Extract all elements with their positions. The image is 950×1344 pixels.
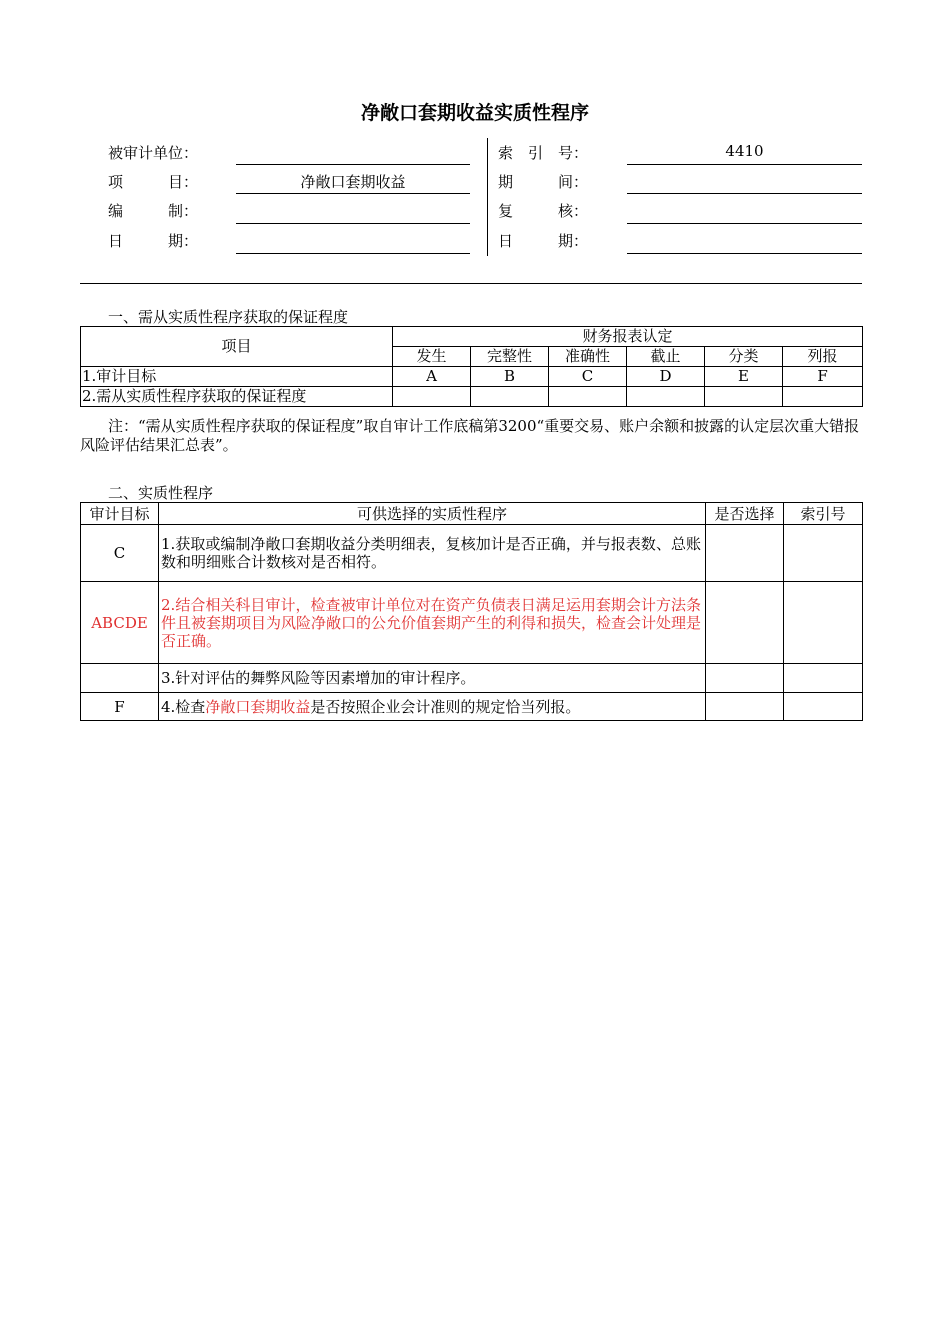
target-cell	[81, 664, 159, 693]
table-row	[81, 664, 863, 693]
section2-title: 二、实质性程序	[108, 484, 214, 502]
assurance-cell[interactable]	[705, 387, 783, 407]
row-label-audit-objective: 1.审计目标	[81, 367, 393, 387]
procedure-cell: 2.结合相关科目审计，检查被审计单位对在资产负债表日满足运用套期会计方法条件且被套期项目为风险净敞口的公允价值套期产生的利得和损失，检查会计处理是否正确。	[159, 582, 706, 664]
col-header-audit-target: 审计目标	[81, 503, 159, 525]
table-row	[81, 693, 863, 721]
label-date-right: 日 期：	[498, 232, 589, 250]
col-header-item: 项目	[81, 327, 393, 367]
table-row	[81, 525, 863, 582]
field-line-date-right	[627, 253, 862, 254]
label-reviewed-by: 复 核：	[498, 202, 589, 220]
assurance-cell[interactable]	[627, 387, 705, 407]
procedure-cell: 1.获取或编制净敞口套期收益分类明细表，复核加计是否正确，并与报表数、总账数和明细账合计数核对是否相符。	[159, 525, 706, 582]
assertion-completeness: 完整性	[471, 347, 549, 367]
page-title: 净敞口套期收益实质性程序	[360, 102, 589, 124]
field-line-period	[627, 193, 862, 194]
label-period: 期 间：	[498, 173, 589, 191]
field-line-item	[236, 193, 470, 194]
col-header-index: 索引号	[784, 503, 863, 525]
row-label-assurance-level: 2.需从实质性程序获取的保证程度	[81, 387, 393, 407]
assertion-presentation: 列报	[783, 347, 863, 367]
objective-cell: F	[783, 367, 863, 387]
value-item[interactable]: 净敞口套期收益	[300, 173, 406, 191]
objective-cell: A	[393, 367, 471, 387]
col-header-selected: 是否选择	[706, 503, 784, 525]
index-cell[interactable]	[784, 693, 863, 721]
field-line-index-no	[627, 164, 862, 165]
field-line-reviewed-by	[627, 223, 862, 224]
objective-cell: D	[627, 367, 705, 387]
assurance-cell[interactable]	[393, 387, 471, 407]
index-cell[interactable]	[784, 525, 863, 582]
objective-cell: B	[471, 367, 549, 387]
section1-title: 一、需从实质性程序获取的保证程度	[108, 308, 349, 326]
procedure-cell: 3.针对评估的舞弊风险等因素增加的审计程序。	[159, 664, 706, 693]
value-index-no[interactable]: 4410	[725, 142, 764, 160]
field-line-prepared-by	[236, 223, 470, 224]
field-line-audited-unit	[236, 164, 470, 165]
procedure-cell: 4.检查净敞口套期收益是否按照企业会计准则的规定恰当列报。	[159, 693, 706, 721]
target-cell: ABCDE	[81, 582, 159, 664]
assurance-table	[80, 326, 863, 407]
assertion-classification: 分类	[705, 347, 783, 367]
assertion-occurrence: 发生	[393, 347, 471, 367]
selected-cell[interactable]	[706, 582, 784, 664]
col-header-assertions: 财务报表认定	[393, 327, 863, 347]
col-header-procedure: 可供选择的实质性程序	[159, 503, 706, 525]
label-audited-unit: 被审计单位：	[108, 144, 199, 162]
index-cell[interactable]	[784, 664, 863, 693]
assurance-cell[interactable]	[783, 387, 863, 407]
target-cell: F	[81, 693, 159, 721]
table-row	[81, 367, 863, 387]
procedures-table	[80, 502, 863, 721]
selected-cell[interactable]	[706, 664, 784, 693]
assertion-cutoff: 截止	[627, 347, 705, 367]
label-prepared-by: 编 制：	[108, 202, 199, 220]
assertion-accuracy: 准确性	[549, 347, 627, 367]
header-divider	[487, 138, 488, 256]
label-item: 项 目：	[108, 173, 199, 191]
assurance-cell[interactable]	[549, 387, 627, 407]
objective-cell: C	[549, 367, 627, 387]
objective-cell: E	[705, 367, 783, 387]
label-date-left: 日 期：	[108, 232, 199, 250]
selected-cell[interactable]	[706, 693, 784, 721]
target-cell: C	[81, 525, 159, 582]
field-line-date-left	[236, 253, 470, 254]
selected-cell[interactable]	[706, 525, 784, 582]
assurance-cell[interactable]	[471, 387, 549, 407]
index-cell[interactable]	[784, 582, 863, 664]
section1-note: 注：“需从实质性程序获取的保证程度”取自审计工作底稿第3200“重要交易、账户余额和披露的认定层次重大错报风险评估结果汇总表”。	[80, 417, 860, 454]
table-row	[81, 387, 863, 407]
label-index-no: 索 引 号：	[498, 144, 589, 162]
table-row	[81, 582, 863, 664]
header-separator	[80, 283, 862, 284]
